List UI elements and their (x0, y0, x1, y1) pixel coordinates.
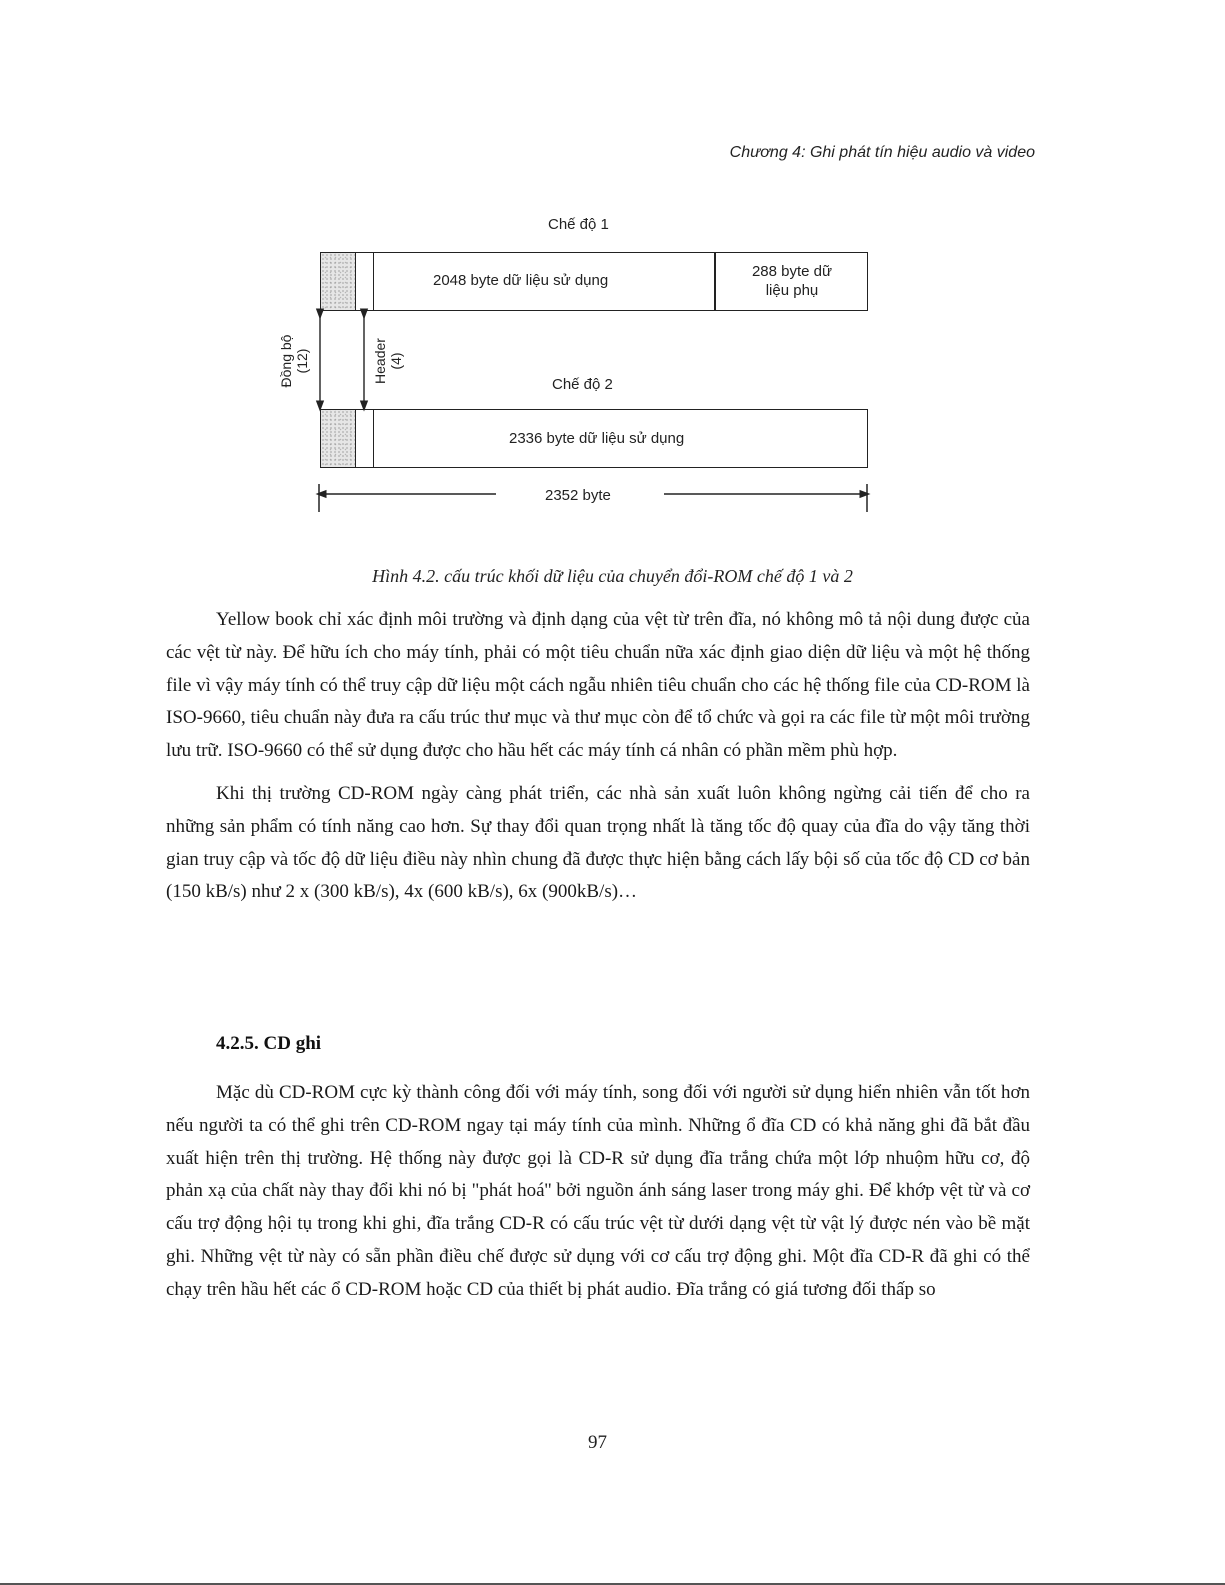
mode2-user-data-label: 2336 byte dữ liệu sử dụng (509, 430, 685, 447)
mode1-aux-data-line1: 288 byte dữ (751, 263, 833, 280)
sync-label-line1: Đồng bộ (278, 334, 294, 388)
paragraph-cd-rom-market: Khi thị trường CD-ROM ngày càng phát triển, các nhà sản xuất luôn không ngừng cải tiến để cho ra những sản phẩm có tính năng cao hơn. Sự thay đổi quan trọng nhất là tăng tốc độ quay của đĩa do vậy tăng thời gian truy cập và tốc độ dữ liệu điều này nhìn chung đã được thực hiện bằng cách lấy bội số của tốc độ CD cơ bản (150 kB/s) như 2 x (300 kB/s), 4x (600 kB/s), 6x (900kB/s)… (166, 782, 1030, 903)
section-heading: 4.2.5. CD ghi (216, 1033, 322, 1054)
mode2-title: Chế độ 2 (552, 376, 613, 393)
mode1-header-field (356, 253, 374, 310)
paragraph-yellow-book: Yellow book chỉ xác định môi trường và định dạng của vệt từ trên đĩa, nó không mô tả nội dung được của các vệt từ này. Để hữu ích cho máy tính, phải có một tiêu chuẩn nữa xác định giao diện dữ liệu và một hệ thống file vì vậy máy tính có thể truy cập dữ liệu một cách ngẫu nhiên tiêu chuẩn cho các hệ thống file của CD-ROM là ISO-9660, tiêu chuẩn này đưa ra cấu trúc thư mục và thư mục còn để tổ chức và gọi ra các file từ một môi trường lưu trữ. ISO-9660 có thể sử dụng được cho hầu hết các máy tính cá nhân có phần mềm phù hợp. (166, 609, 1030, 762)
page-number: 97 (588, 1432, 607, 1453)
body-paragraphs-bottom (166, 1077, 1030, 1307)
mode1-block (320, 252, 868, 311)
mode1-user-data-label: 2048 byte dữ liệu sử dụng (433, 272, 609, 289)
sync-label (278, 316, 312, 406)
mode2-sync-field (321, 410, 356, 467)
mode1-aux-data-line2: liệu phụ (765, 282, 819, 299)
total-length-label: 2352 byte (545, 487, 611, 504)
running-header: Chương 4: Ghi phát tín hiệu audio và video (729, 144, 1035, 161)
mode1-aux-data-label (719, 262, 865, 300)
mode1-aux-divider (714, 253, 716, 310)
mode2-block (320, 409, 868, 468)
body-paragraphs-top (166, 604, 1030, 909)
paragraph-cd-r: Mặc dù CD-ROM cực kỳ thành công đối với máy tính, song đối với người sử dụng hiển nhiên vẫn tốt hơn nếu người ta có thể ghi trên CD-ROM ngay tại máy tính của mình. Những ổ đĩa CD có khả năng ghi đã bắt đầu xuất hiện trên thị trường. Hệ thống này được gọi là CD-R sử dụng đĩa trắng chứa một lớp nhuộm hữu cơ, độ phản xạ của chất này thay đổi khi nó bị "phát hoá'' bởi nguồn ánh sáng laser trong máy ghi. Để khớp vệt từ và cơ cấu trợ động hội tụ trong khi ghi, đĩa trắng CD-R có cấu trúc vệt từ dưới dạng vệt từ vật lý được nén vào bề mặt ghi. Những vệt từ này có sẵn phần điều chế được sử dụng với cơ cấu trợ động ghi. Một đĩa CD-R đã ghi có thể chạy trên hầu hết các ổ CD-ROM hoặc CD của thiết bị phát audio. Đĩa trắng có giá tương đối thấp so (166, 1082, 1030, 1300)
mode2-header-field (356, 410, 374, 467)
data-block-diagram (0, 0, 1225, 600)
mode1-title: Chế độ 1 (548, 216, 609, 233)
figure-caption: Hình 4.2. cấu trúc khối dữ liệu của chuyển đổi-ROM chế độ 1 và 2 (372, 566, 853, 586)
header-label (372, 316, 406, 406)
sync-label-line2: (12) (294, 348, 310, 374)
header-label-line1: Header (372, 338, 388, 384)
mode1-sync-field (321, 253, 356, 310)
header-label-line2: (4) (388, 352, 404, 370)
